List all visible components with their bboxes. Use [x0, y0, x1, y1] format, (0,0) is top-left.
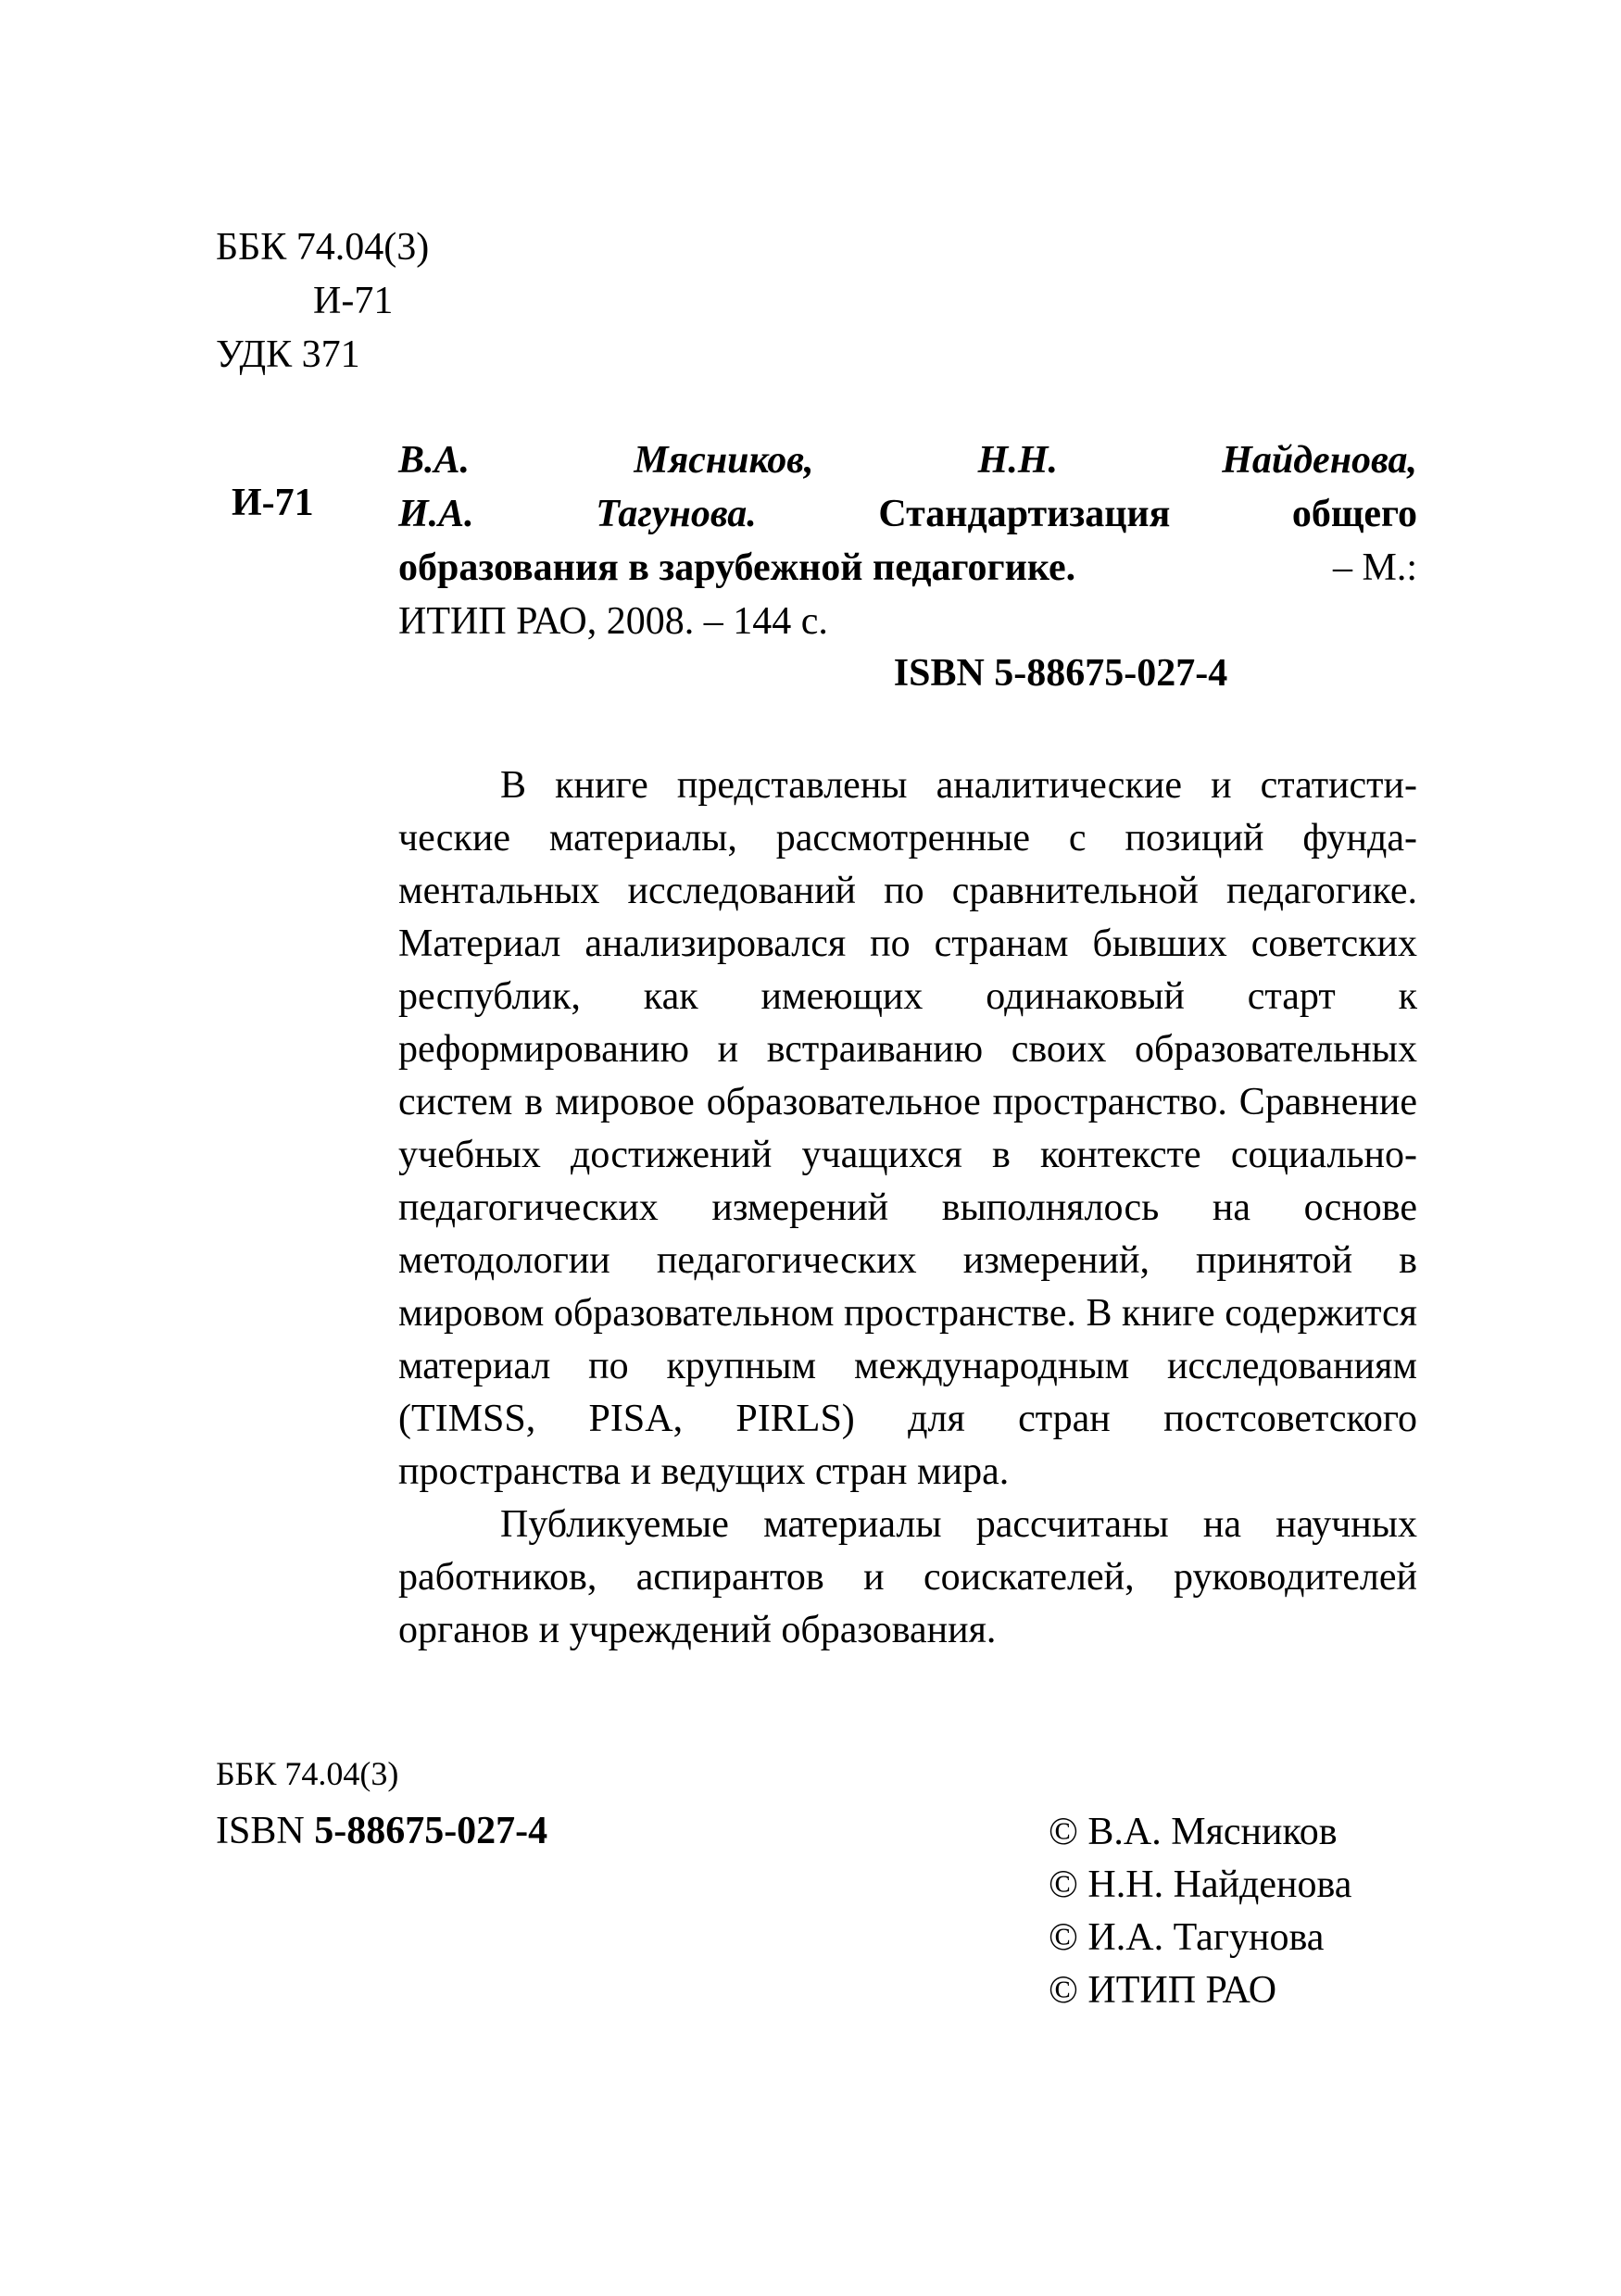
- abstract: [398, 759, 1417, 1657]
- abstract-paragraph-1: В книге представлены аналитические и статистические материалы, рассмотренные с позиций фундаментальных исследований по сравнительной педагогике. Материал анализировался по странам бывших советских республик, как имеющих одинаковый старт к реформированию и встраиванию своих образовательных систем в мировое образовательное пространство. Сравнение учебных достижений учащихся в контексте социально-педагогических измерений выполнялось на основе методологии педагогических измерений, принятой в мировом образовательном пространстве. В книге содержится материал по крупным международным исследованиям (TIMSS, PISA, PIRLS) для стран постсоветского пространства и ведущих стран мира.: [398, 764, 1417, 1493]
- copyright-list: [1049, 1806, 1351, 2017]
- author3-initials: И.А.: [398, 493, 474, 535]
- author-mark: И-71: [313, 280, 394, 322]
- author2-initials: Н.Н.: [977, 439, 1058, 482]
- title-part-2: общего: [1291, 493, 1417, 535]
- bibliographic-citation: [398, 433, 1417, 648]
- copyright-line: © И.А. Тагунова: [1049, 1916, 1325, 1959]
- isbn-number: 5-88675-027-4: [314, 1810, 548, 1852]
- isbn-bottom: [216, 1804, 547, 1858]
- abstract-paragraph-2: Публикуемые материалы рассчитаны на научных работников, аспирантов и соискателей, руководителей органов и учреждений образования.: [398, 1503, 1417, 1651]
- copyright-line: © ИТИП РАО: [1049, 1969, 1277, 2012]
- isbn-label: ISBN: [216, 1810, 305, 1852]
- copyright-line: © Н.Н. Найденова: [1049, 1863, 1352, 1906]
- citation-line-3: [398, 541, 1417, 595]
- isbn-top: ISBN 5-88675-027-4: [893, 652, 1228, 695]
- author2-surname: Найденова,: [1222, 439, 1417, 482]
- author3-surname: Тагунова.: [596, 493, 757, 535]
- udk-code: УДК 371: [216, 333, 360, 376]
- copyright-line: © В.А. Мясников: [1049, 1811, 1338, 1853]
- side-author-mark: И-71: [232, 482, 314, 524]
- citation-line-1: [398, 433, 1417, 487]
- title-line-2: образования в зарубежной педагогике.: [398, 546, 1076, 589]
- publication-place: – М.:: [1332, 546, 1417, 589]
- bbk-code: ББК 74.04(3): [216, 226, 430, 269]
- citation-line-2: [398, 487, 1417, 541]
- author1-initials: В.А.: [398, 439, 471, 482]
- author1-surname: Мясников,: [634, 439, 814, 482]
- title-part-1: Стандартизация: [878, 493, 1171, 535]
- bbk-code-bottom: ББК 74.04(3): [216, 1755, 399, 1792]
- publisher-line: ИТИП РАО, 2008. – 144 с.: [398, 600, 828, 643]
